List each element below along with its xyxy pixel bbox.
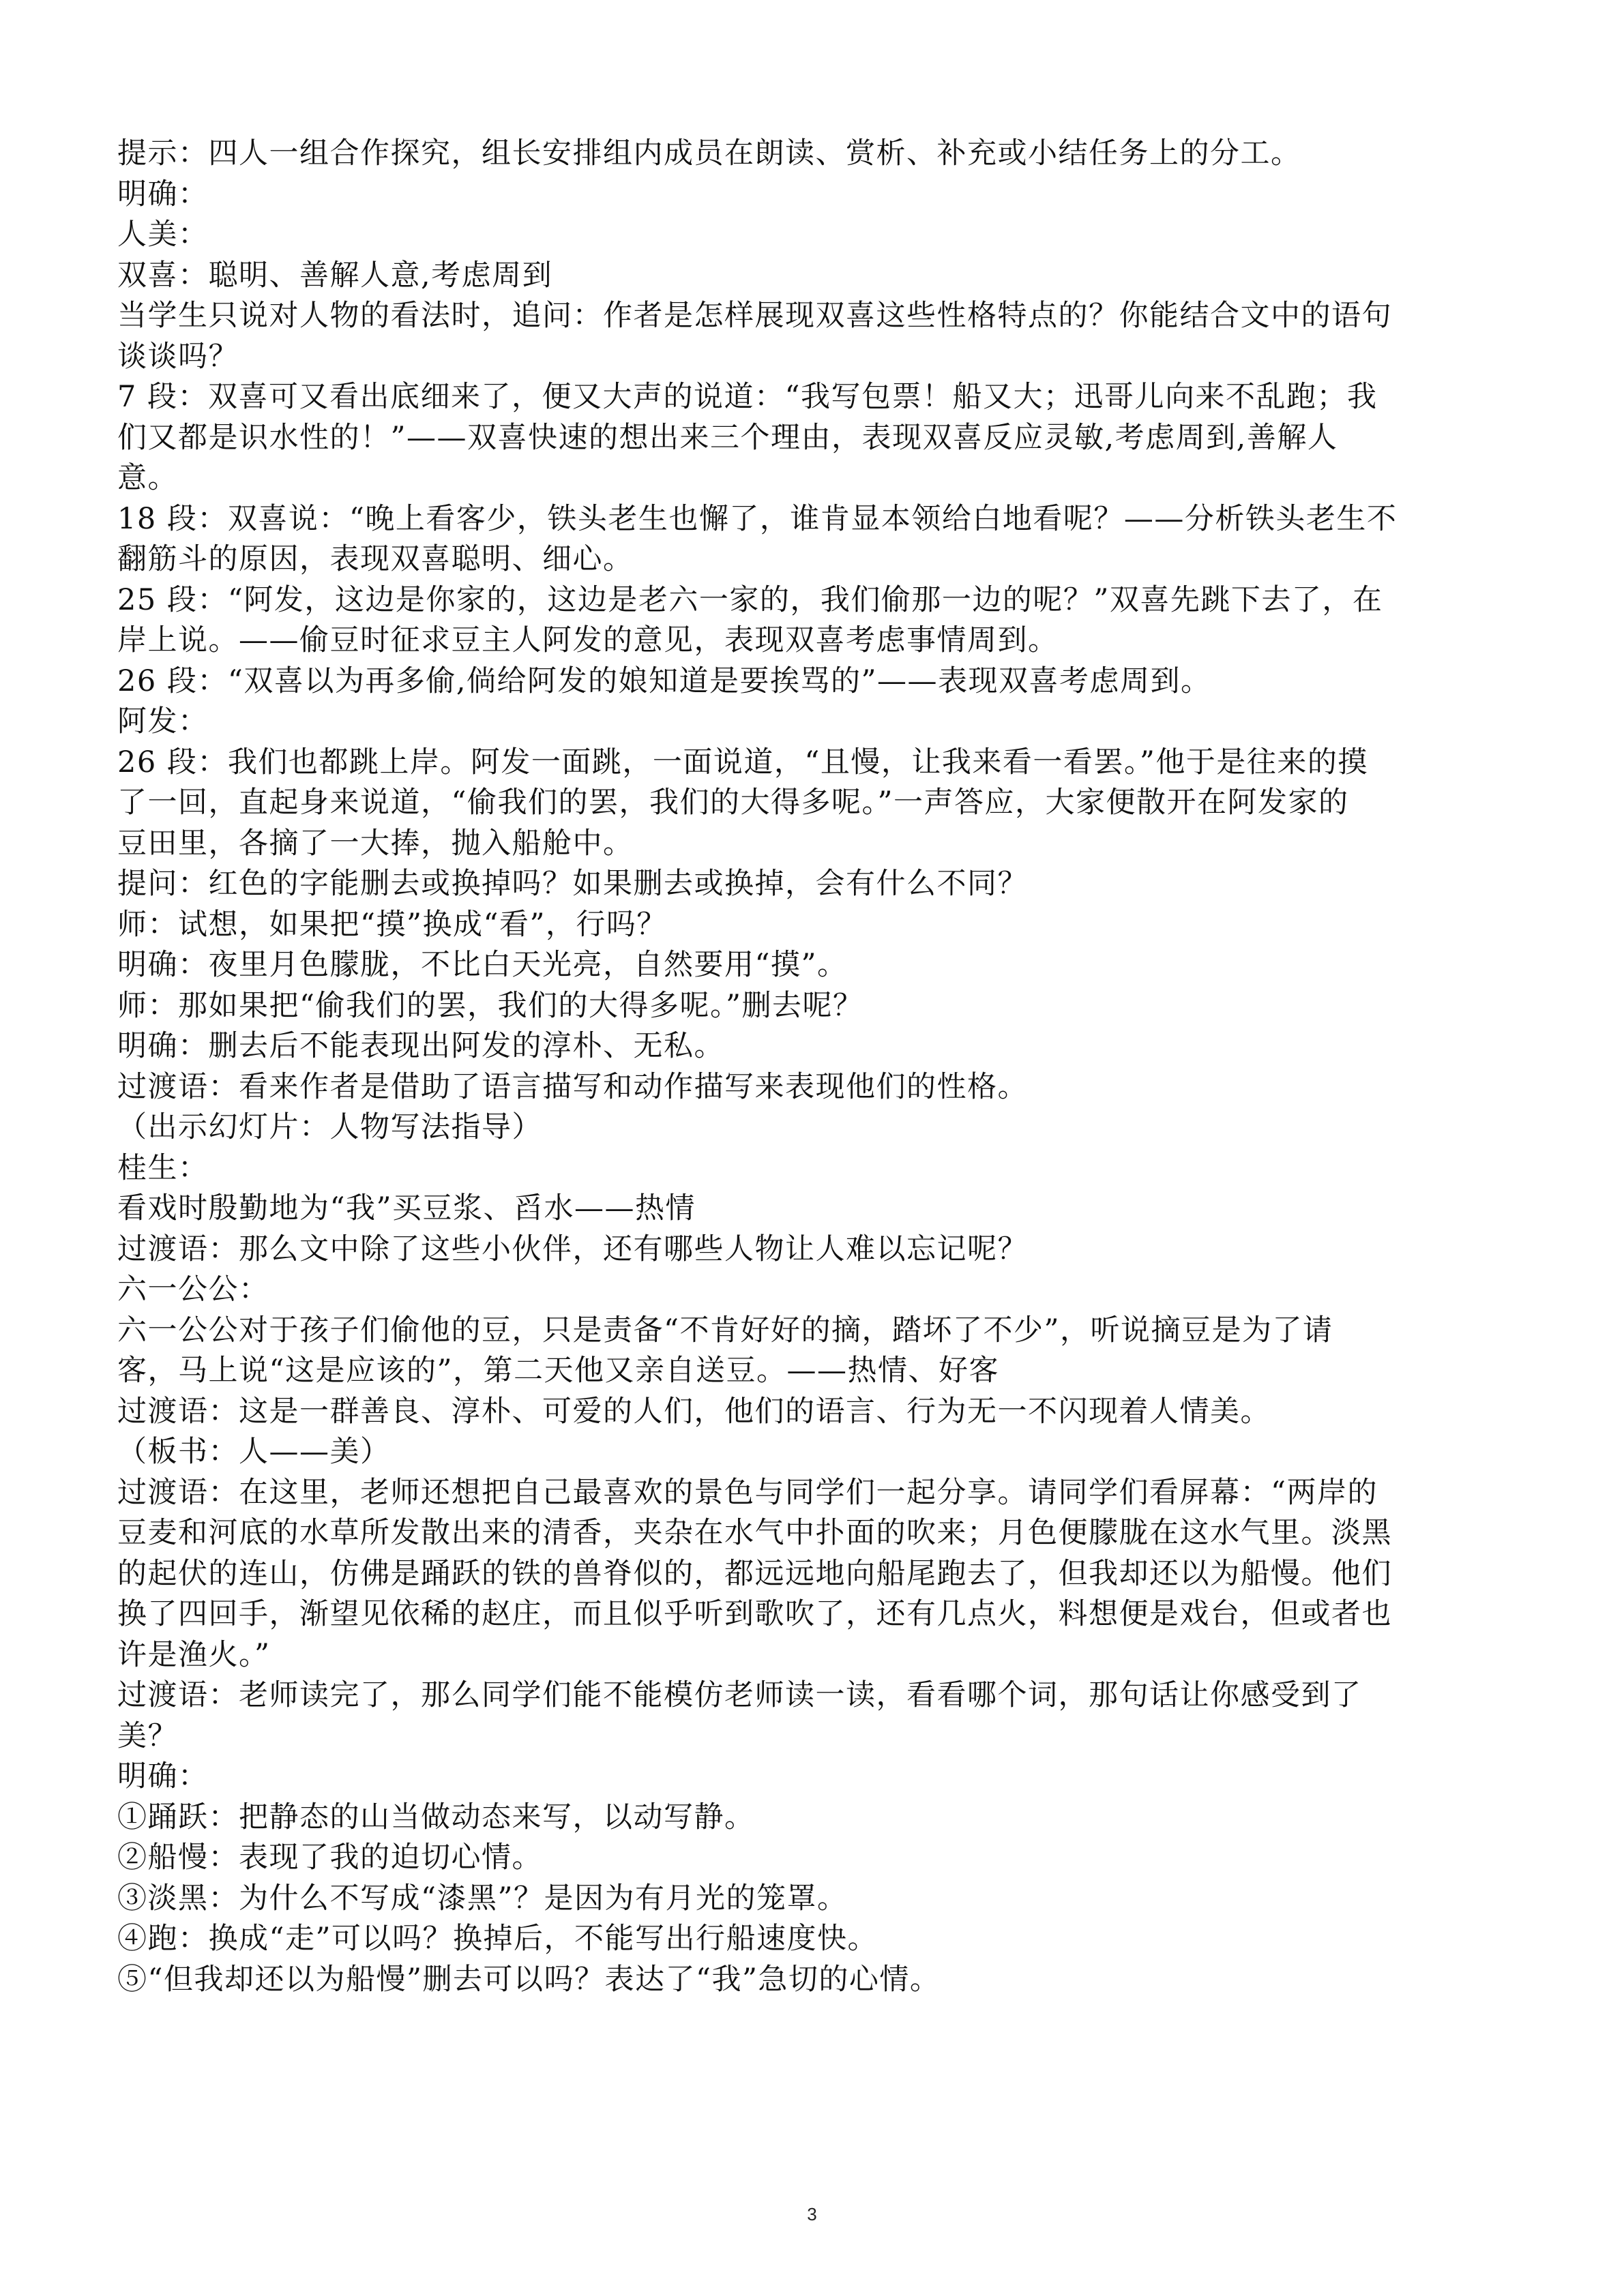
text-line: 六一公公： — [117, 1272, 269, 1307]
text-line: 岸上说。——偷豆时征求豆主人阿发的意见，表现双喜考虑事情周到。 — [117, 623, 1059, 657]
text-line: ③淡黑：为什么不写成“漆黑”？是因为有月光的笼罩。 — [117, 1881, 848, 1915]
text-line: 看戏时殷勤地为“我”买豆浆、舀水——热情 — [117, 1191, 696, 1225]
text-line: 谈谈吗？ — [117, 339, 239, 374]
text-line: 师：那如果把“偷我们的罢，我们的大得多呢。”删去呢？ — [117, 988, 863, 1023]
text-line: 25 段：“阿发，这边是你家的，这边是老六一家的，我们偷那一边的呢？”双喜先跳下去了，在 — [117, 582, 1383, 617]
text-line: 了一回，直起身来说道，“偷我们的罢，我们的大得多呢。”一声答应，大家便散开在阿发家的 — [117, 786, 1349, 820]
text-line: 当学生只说对人物的看法时，追问：作者是怎样展现双喜这些性格特点的？你能结合文中的语句 — [117, 299, 1392, 333]
text-line: 26 段：我们也都跳上岸。阿发一面跳，一面说道，“且慢，让我来看一看罢。”他于是往来的摸 — [117, 745, 1368, 779]
text-line: 提示：四人一组合作探究，组长安排组内成员在朗读、赏析、补充或小结任务上的分工。 — [117, 136, 1301, 170]
page-number: 3 — [807, 2204, 817, 2224]
text-line: 明确： — [117, 177, 209, 211]
text-line: 桂生： — [117, 1150, 209, 1185]
text-line: 美？ — [117, 1718, 178, 1753]
text-line: 换了四回手，渐望见依稀的赵庄，而且似乎听到歌吹了，还有几点火，料想便是戏台，但或者也 — [117, 1597, 1392, 1631]
text-line: 18 段：双喜说：“晚上看客少，铁头老生也懈了，谁肯显本领给白地看呢？——分析铁头老生不 — [117, 501, 1398, 536]
text-line: 双喜：聪明、善解人意,考虑周到 — [117, 258, 553, 293]
text-line: ②船慢：表现了我的迫切心情。 — [117, 1840, 542, 1875]
text-line: 们又都是识水性的！”——双喜快速的想出来三个理由，表现双喜反应灵敏,考虑周到,善解人 — [117, 420, 1338, 455]
text-line: 豆麦和河底的水草所发散出来的清香，夹杂在水气中扑面的吹来；月色便朦胧在这水气里。淡黑 — [117, 1516, 1392, 1550]
text-line: 意。 — [117, 461, 178, 495]
text-line: 提问：红色的字能删去或换掉吗？如果删去或换掉，会有什么不同？ — [117, 867, 1028, 901]
text-line: 阿发： — [117, 704, 209, 739]
text-line: 豆田里，各摘了一大捧，抛入船舱中。 — [117, 826, 634, 861]
text-line: （板书：人——美） — [117, 1435, 391, 1469]
text-line: （出示幻灯片：人物写法指导） — [117, 1110, 542, 1144]
document-body — [117, 134, 1509, 2000]
text-line: 师：试想，如果把“摸”换成“看”，行吗？ — [117, 907, 667, 942]
text-line: 7 段：双喜可又看出底细来了，便又大声的说道：“我写包票！船又大；迅哥儿向来不乱跑；我 — [117, 380, 1378, 414]
text-line: 过渡语：这是一群善良、淳朴、可爱的人们，他们的语言、行为无一不闪现着人情美。 — [117, 1394, 1271, 1429]
text-line: 明确：夜里月色朦胧，不比白天光亮，自然要用“摸”。 — [117, 948, 848, 982]
text-line: 许是渔火。” — [117, 1637, 271, 1672]
text-line: ⑤“但我却还以为船慢”删去可以吗？表达了“我”急切的心情。 — [117, 1962, 941, 1997]
text-line: 过渡语：那么文中除了这些小伙伴，还有哪些人物让人难以忘记呢？ — [117, 1232, 1028, 1266]
text-line: 过渡语：在这里，老师还想把自己最喜欢的景色与同学们一起分享。请同学们看屏幕：“两岸的 — [117, 1475, 1378, 1510]
text-line: 26 段：“双喜以为再多偷,倘给阿发的娘知道是要挨骂的”——表现双喜考虑周到。 — [117, 664, 1211, 698]
text-line: 过渡语：老师读完了，那么同学们能不能模仿老师读一读，看看哪个词，那句话让你感受到了 — [117, 1678, 1362, 1712]
text-line: 明确： — [117, 1759, 209, 1793]
text-line: 客，马上说“这是应该的”，第二天他又亲自送豆。——热情、好客 — [117, 1354, 999, 1388]
text-line: 人美： — [117, 218, 209, 252]
text-line: ④跑：换成“走”可以吗？换掉后，不能写出行船速度快。 — [117, 1922, 878, 1956]
text-line: 过渡语：看来作者是借助了语言描写和动作描写来表现他们的性格。 — [117, 1069, 1028, 1104]
text-line: 的起伏的连山，仿佛是踊跃的铁的兽脊似的，都远远地向船尾跑去了，但我却还以为船慢。他们 — [117, 1556, 1392, 1591]
text-line: 翻筋斗的原因，表现双喜聪明、细心。 — [117, 542, 634, 576]
text-line: 六一公公对于孩子们偷他的豆，只是责备“不肯好好的摘，踏坏了不少”，听说摘豆是为了请 — [117, 1313, 1333, 1347]
text-line: ①踊跃：把静态的山当做动态来写，以动写静。 — [117, 1800, 755, 1834]
text-line: 明确：删去后不能表现出阿发的淳朴、无私。 — [117, 1029, 724, 1063]
